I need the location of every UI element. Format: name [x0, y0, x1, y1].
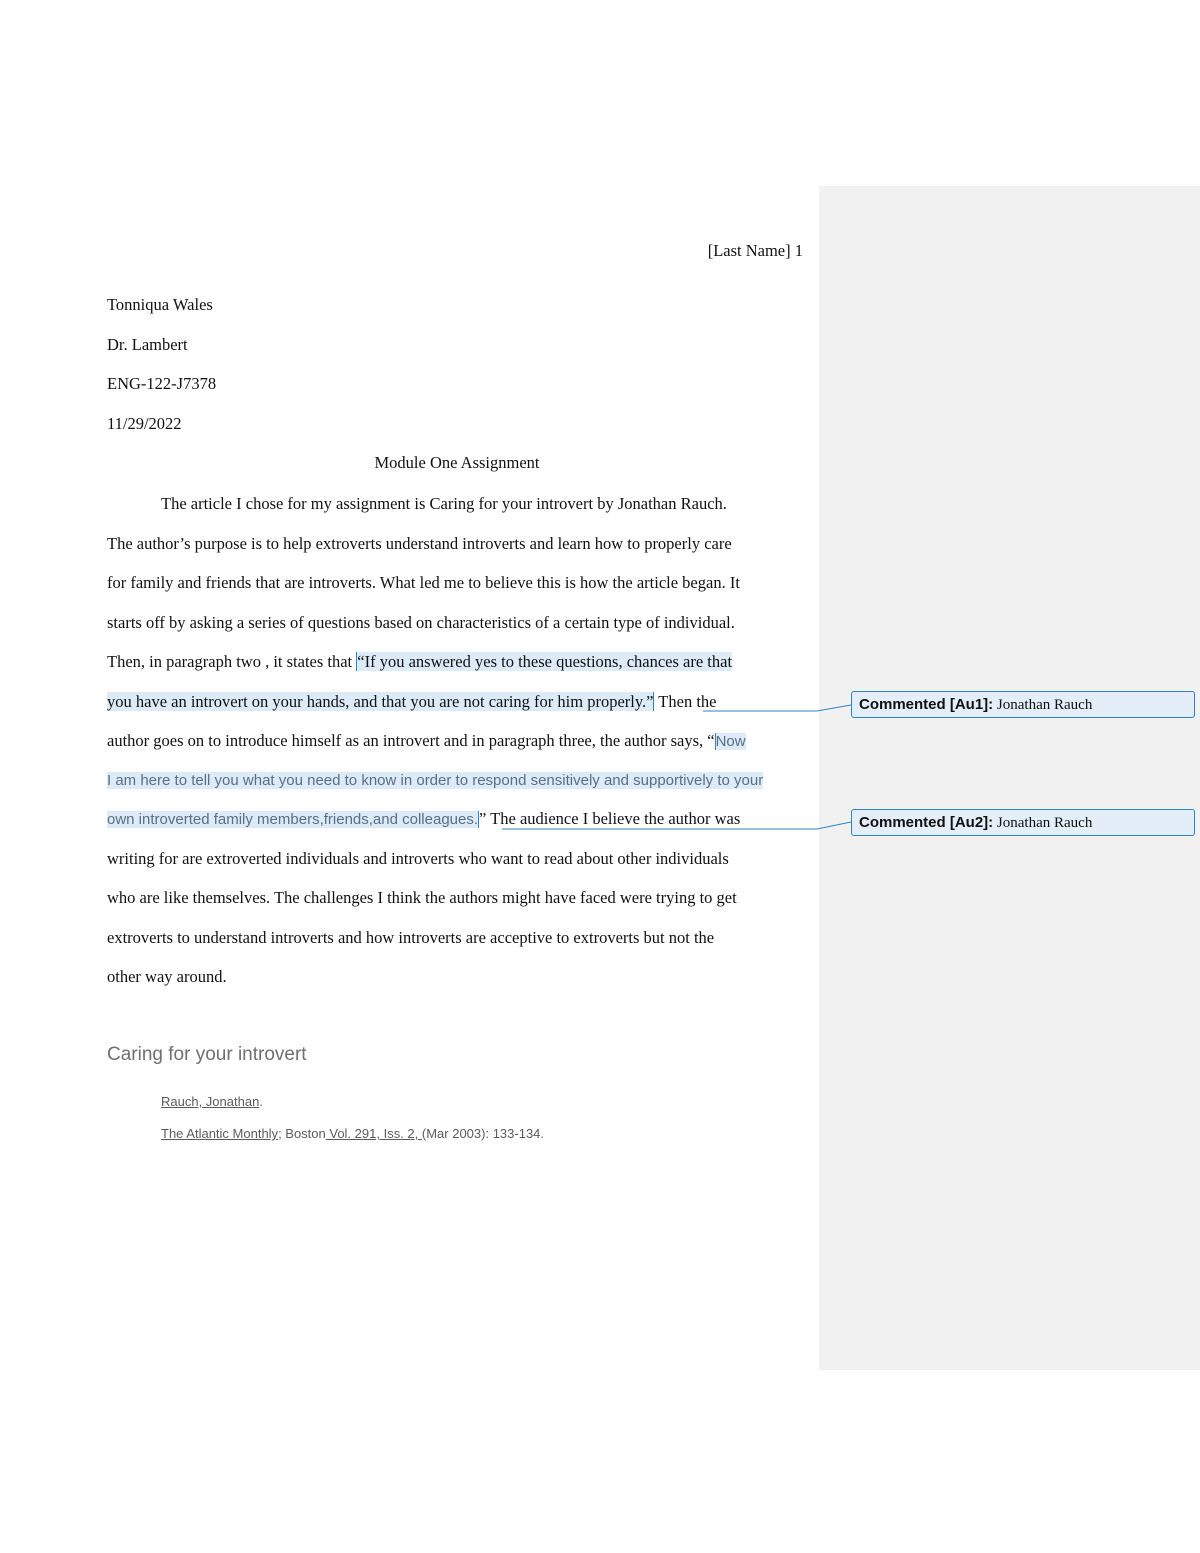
comment-1-label: Commented [Au1]: [859, 696, 994, 713]
body-line-3: for family and friends that are introverts. What led me to believe this is how the article began. It [107, 573, 740, 592]
essay-title: Module One Assignment [374, 453, 540, 472]
reference-title: Caring for your introvert [107, 1044, 307, 1065]
reference-source-line [161, 1126, 544, 1141]
comment-balloon-2[interactable] [851, 809, 1195, 836]
comment-1-highlight-start[interactable]: “If you answered yes to these questions, chances are that [357, 652, 733, 671]
comment-2-highlight-middle[interactable]: I am here to tell you what you need to know in order to respond sensitively and supportively to your [107, 772, 764, 789]
body-line-2: The author’s purpose is to help extroverts understand introverts and learn how to properly care [107, 534, 732, 553]
body-line-13: other way around. [107, 967, 227, 986]
reference-volume-link[interactable]: Vol. 291, Iss. 2, [325, 1126, 422, 1141]
body-line-6-text: Then the [654, 692, 717, 711]
comment-2-highlight-start[interactable]: Now [715, 733, 746, 750]
comment-2-label: Commented [Au2]: [859, 814, 994, 831]
body-line-6 [107, 691, 717, 713]
body-line-8 [107, 769, 763, 792]
reference-author-link[interactable]: Rauch, Jonathan [161, 1094, 260, 1109]
reference-author-line [161, 1094, 263, 1109]
course-code: ENG-122-J7378 [107, 374, 217, 393]
body-line-9-text: ” The audience I believe the author was [479, 809, 741, 828]
body-line-4: starts off by asking a series of questions based on characteristics of a certain type of individual. [107, 613, 735, 632]
comment-pane [819, 186, 1200, 1370]
comment-1-highlight-end[interactable]: you have an introvert on your hands, and that you are not caring for him properly.” [107, 692, 654, 711]
reference-date-pages: (Mar 2003): 133-134. [421, 1126, 545, 1141]
running-head: [Last Name] 1 [707, 241, 803, 260]
body-line-9 [107, 808, 740, 831]
body-line-11: who are like themselves. The challenges I think the authors might have faced were trying to get [107, 888, 737, 907]
reference-location: ; Boston [278, 1126, 326, 1141]
date: 11/29/2022 [107, 414, 182, 433]
comment-balloon-1[interactable] [851, 691, 1195, 718]
instructor-name: Dr. Lambert [107, 335, 188, 354]
comment-2-text: Jonathan Rauch [996, 815, 1093, 831]
body-line-7 [107, 730, 746, 753]
body-line-12: extroverts to understand introverts and how introverts are acceptive to extroverts but not the [107, 928, 715, 947]
reference-journal-link[interactable]: The Atlantic Monthly [161, 1126, 279, 1141]
body-line-7-text: author goes on to introduce himself as an introvert and in paragraph three, the author says, “ [107, 731, 715, 750]
body-line-10: writing for are extroverted individuals and introverts who want to read about other individuals [107, 849, 729, 868]
comment-2-highlight-end[interactable]: own introverted family members,friends,and colleagues. [107, 811, 479, 828]
student-name: Tonniqua Wales [107, 295, 213, 314]
comment-1-text: Jonathan Rauch [996, 697, 1093, 713]
reference-author-period: . [259, 1094, 263, 1109]
body-line-5-text: Then, in paragraph two , it states that [107, 652, 357, 671]
body-line-5 [107, 651, 732, 673]
body-line-1: The article I chose for my assignment is Caring for your introvert by Jonathan Rauch. [161, 494, 727, 513]
